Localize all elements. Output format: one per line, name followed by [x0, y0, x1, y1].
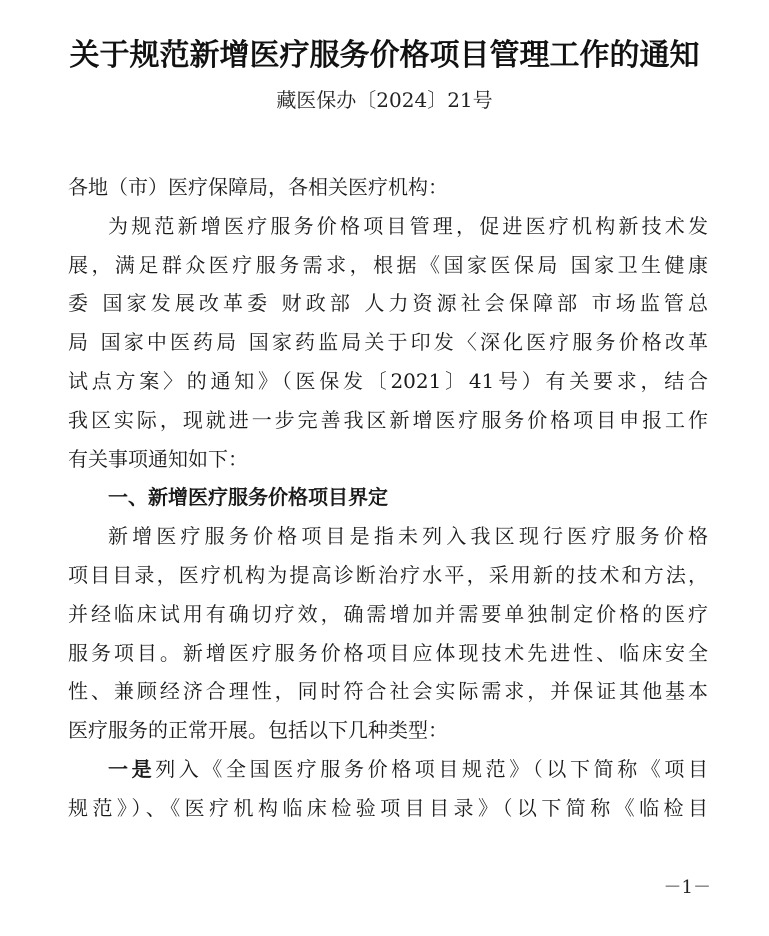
paragraph-line: 并经临床试用有确切疗效，确需增加并需要单独制定价格的医疗	[68, 601, 708, 626]
paragraph-line: 新增医疗服务价格项目是指未列入我区现行医疗服务价格	[108, 524, 708, 549]
lead-bold-text: 一是	[108, 756, 156, 781]
paragraph-line: 为规范新增医疗服务价格项目管理，促进医疗机构新技术发	[108, 213, 708, 238]
paragraph-line: 展，满足群众医疗服务需求，根据《国家医保局 国家卫生健康	[68, 252, 708, 277]
paragraph-line: 局 国家中医药局 国家药监局关于印发〈深化医疗服务价格改革	[68, 330, 708, 355]
paragraph-type-one	[68, 750, 708, 828]
section-heading: 一、新增医疗服务价格项目界定	[108, 485, 388, 510]
paragraph-line: 有关事项通知如下：	[68, 446, 248, 471]
paragraph-line: 试点方案〉的通知》（医保发〔2021〕41号）有关要求，结合	[68, 368, 708, 393]
paragraph-line: 性、兼顾经济合理性，同时符合社会实际需求，并保证其他基本	[68, 679, 708, 704]
document-body	[68, 168, 708, 828]
document-number: 藏医保办〔2024〕21号	[276, 88, 493, 112]
paragraph-intro	[68, 207, 708, 479]
paragraph-line: 委 国家发展改革委 财政部 人力资源社会保障部 市场监管总	[68, 291, 708, 316]
paragraph-line: 规范》）、《医疗机构临床检验项目目录》（以下简称《临检目	[68, 795, 708, 820]
paragraph-line: 我区实际，现就进一步完善我区新增医疗服务价格项目申报工作	[68, 407, 708, 432]
addressee-line: 各地（市）医疗保障局，各相关医疗机构：	[68, 175, 448, 199]
paragraph-line-rest: 列入《全国医疗服务价格项目规范》（以下简称《项目	[155, 756, 709, 781]
paragraph-line: 项目目录，医疗机构为提高诊断治疗水平，采用新的技术和方法，	[68, 562, 708, 587]
paragraph-line	[68, 750, 708, 789]
paragraph-line: 服务项目。新增医疗服务价格项目应体现技术先进性、临床安全	[68, 640, 708, 665]
paragraph-line: 医疗服务的正常开展。包括以下几种类型：	[68, 718, 448, 743]
document-title: 关于规范新增医疗服务价格项目管理工作的通知	[69, 38, 700, 73]
paragraph-definition	[68, 517, 708, 750]
page-number: －1－	[663, 877, 711, 898]
